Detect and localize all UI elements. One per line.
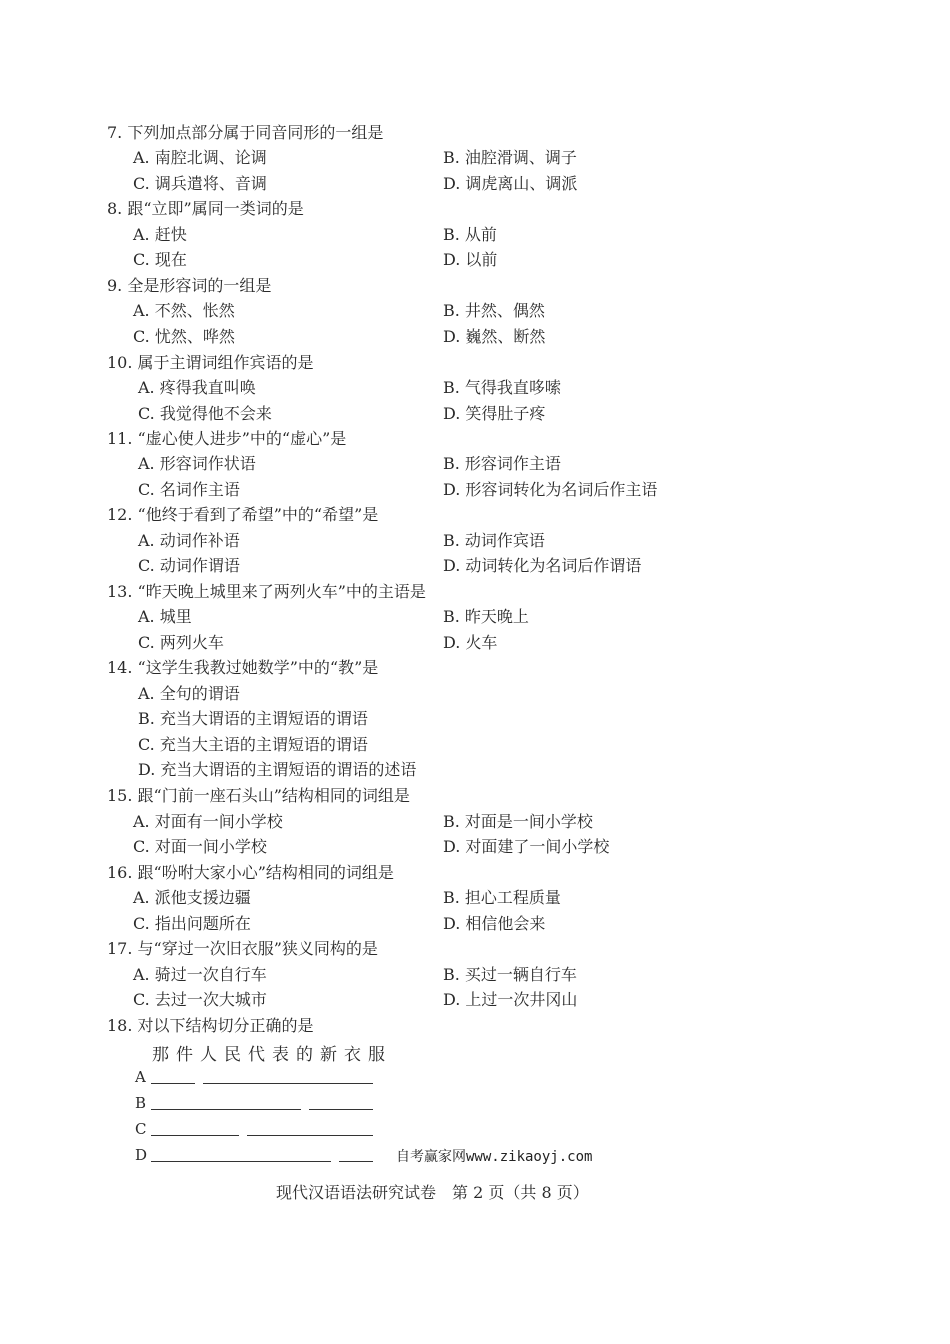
segment-line <box>203 1083 373 1084</box>
question-17-option-b: B. 买过一辆自行车 <box>443 965 577 984</box>
question-15-option-c: C. 对面一间小学校 <box>133 837 267 856</box>
segment-line <box>151 1083 195 1084</box>
question-9-option-d: D. 巍然、断然 <box>443 327 546 346</box>
question-18-sentence: 那件人民代表的新衣服 <box>152 1045 392 1065</box>
watermark: 自考赢家网www.zikaoyj.com <box>396 1149 593 1165</box>
question-10-option-a: A. 疼得我直叫唤 <box>138 378 256 397</box>
question-7-option-a: A. 南腔北调、论调 <box>133 148 267 167</box>
question-15-option-b: B. 对面是一间小学校 <box>443 812 593 831</box>
segment-line <box>309 1109 373 1110</box>
question-14-option-b: B. 充当大谓语的主谓短语的谓语 <box>138 709 368 728</box>
question-7-option-b: B. 油腔滑调、调子 <box>443 148 577 167</box>
question-17-stem: 17. 与“穿过一次旧衣服”狭义同构的是 <box>107 939 378 958</box>
question-15-option-a: A. 对面有一间小学校 <box>133 812 283 831</box>
question-9-option-a: A. 不然、怅然 <box>133 301 235 320</box>
question-16-option-c: C. 指出问题所在 <box>133 914 251 933</box>
segment-line <box>151 1161 331 1162</box>
question-13-option-c: C. 两列火车 <box>138 633 224 652</box>
segmentation-label-b: B <box>135 1094 147 1112</box>
question-14-option-d: D. 充当大谓语的主谓短语的谓语的述语 <box>138 760 417 779</box>
question-12-stem: 12. “他终于看到了希望”中的“希望”是 <box>107 505 379 524</box>
question-13-stem: 13. “昨天晚上城里来了两列火车”中的主语是 <box>107 582 426 601</box>
question-16-option-d: D. 相信他会来 <box>443 914 546 933</box>
segmentation-label-a: A <box>135 1068 146 1086</box>
question-15-stem: 15. 跟“门前一座石头山”结构相同的词组是 <box>107 786 410 805</box>
question-14-option-c: C. 充当大主语的主谓短语的谓语 <box>138 735 368 754</box>
question-10-option-d: D. 笑得肚子疼 <box>443 404 546 423</box>
question-16-option-a: A. 派他支援边疆 <box>133 888 251 907</box>
question-18-stem: 18. 对以下结构切分正确的是 <box>107 1016 314 1035</box>
question-12-option-c: C. 动词作谓语 <box>138 556 240 575</box>
question-12-option-d: D. 动词转化为名词后作谓语 <box>443 556 642 575</box>
question-11-stem: 11. “虚心使人进步”中的“虚心”是 <box>107 429 347 448</box>
question-13-option-d: D. 火车 <box>443 633 498 652</box>
question-8-stem: 8. 跟“立即”属同一类词的是 <box>107 199 304 218</box>
question-13-option-b: B. 昨天晚上 <box>443 607 529 626</box>
question-13-option-a: A. 城里 <box>138 607 192 626</box>
question-8-option-d: D. 以前 <box>443 250 498 269</box>
question-16-option-b: B. 担心工程质量 <box>443 888 561 907</box>
question-8-option-b: B. 从前 <box>443 225 497 244</box>
question-8-option-a: A. 赶快 <box>133 225 187 244</box>
question-11-option-c: C. 名词作主语 <box>138 480 240 499</box>
question-7-option-d: D. 调虎离山、调派 <box>443 174 578 193</box>
question-15-option-d: D. 对面建了一间小学校 <box>443 837 610 856</box>
question-12-option-a: A. 动词作补语 <box>138 531 240 550</box>
segment-line <box>247 1135 373 1136</box>
question-14-option-a: A. 全句的谓语 <box>138 684 240 703</box>
segment-line <box>151 1109 301 1110</box>
question-10-stem: 10. 属于主谓词组作宾语的是 <box>107 353 314 372</box>
question-10-option-c: C. 我觉得他不会来 <box>138 404 272 423</box>
segmentation-label-d: D <box>135 1146 148 1164</box>
question-9-stem: 9. 全是形容词的一组是 <box>107 276 272 295</box>
question-7-option-c: C. 调兵遣将、音调 <box>133 174 267 193</box>
question-8-option-c: C. 现在 <box>133 250 187 269</box>
segmentation-label-c: C <box>135 1120 147 1138</box>
question-14-stem: 14. “这学生我教过她数学”中的“教”是 <box>107 658 379 677</box>
question-9-option-c: C. 忧然、哗然 <box>133 327 235 346</box>
question-10-option-b: B. 气得我直哆嗦 <box>443 378 561 397</box>
question-11-option-b: B. 形容词作主语 <box>443 454 561 473</box>
question-16-stem: 16. 跟“吩咐大家小心”结构相同的词组是 <box>107 863 394 882</box>
question-17-option-a: A. 骑过一次自行车 <box>133 965 267 984</box>
segment-line <box>339 1161 373 1162</box>
question-9-option-b: B. 井然、偶然 <box>443 301 545 320</box>
page-footer: 现代汉语语法研究试卷 第 2 页（共 8 页） <box>276 1183 589 1202</box>
question-11-option-d: D. 形容词转化为名词后作主语 <box>443 480 658 499</box>
question-17-option-d: D. 上过一次井冈山 <box>443 990 578 1009</box>
question-17-option-c: C. 去过一次大城市 <box>133 990 267 1009</box>
question-7-stem: 7. 下列加点部分属于同音同形的一组是 <box>107 123 384 142</box>
question-11-option-a: A. 形容词作状语 <box>138 454 256 473</box>
question-12-option-b: B. 动词作宾语 <box>443 531 545 550</box>
segment-line <box>151 1135 239 1136</box>
